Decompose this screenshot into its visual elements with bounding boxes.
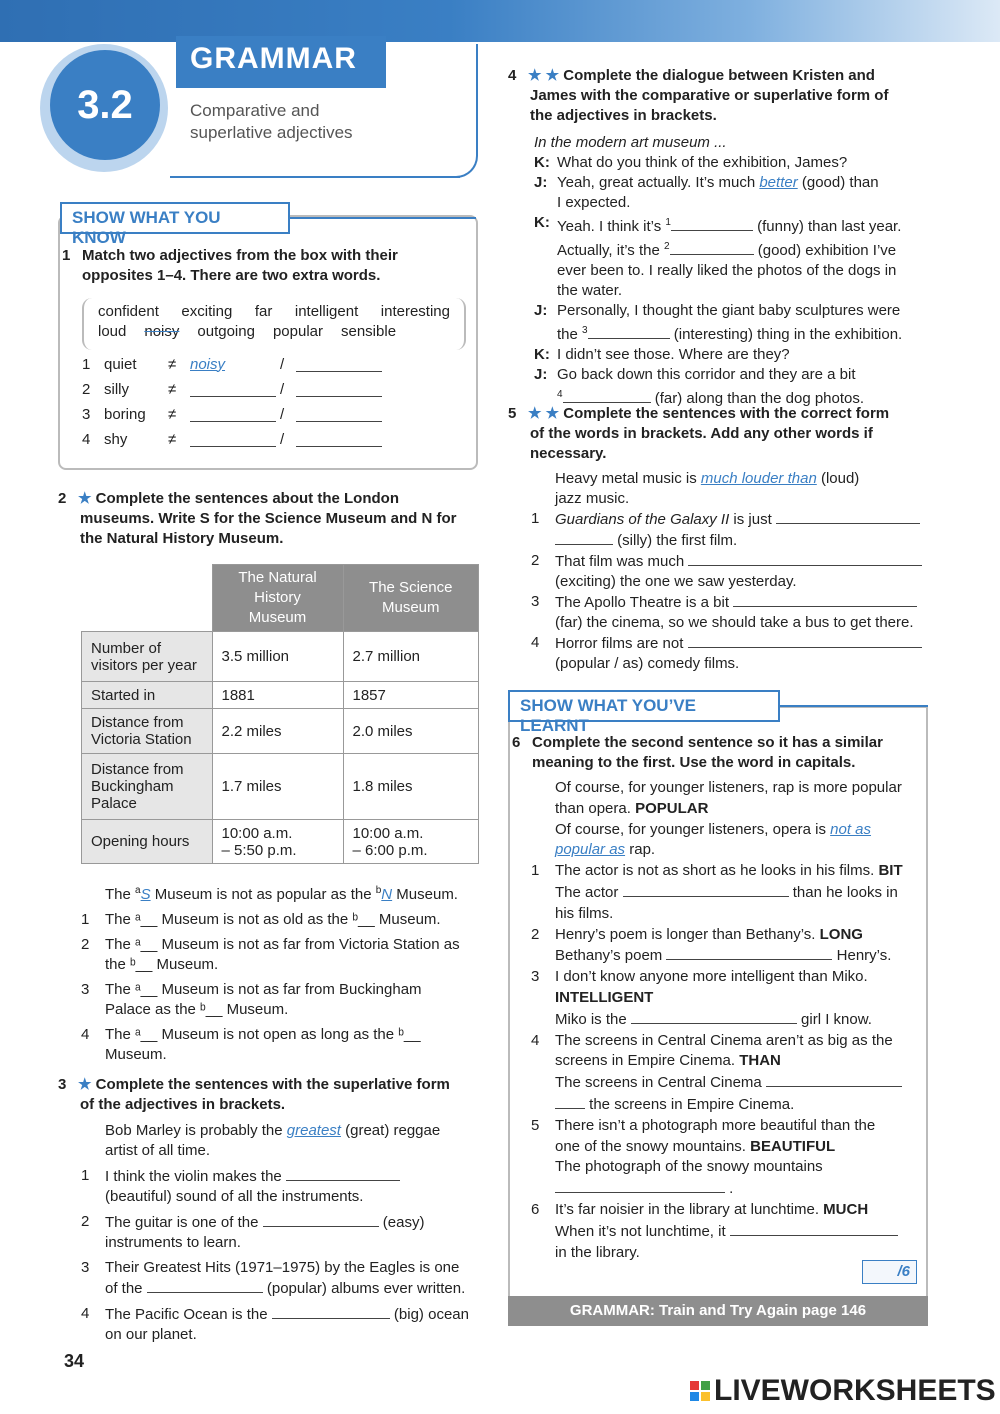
liveworksheets-icon bbox=[690, 1381, 710, 1401]
answer-field[interactable] bbox=[563, 388, 651, 403]
unit-number: 3.2 bbox=[77, 82, 133, 127]
q1-instruction bbox=[62, 246, 472, 286]
table-cell: 1857 bbox=[343, 682, 479, 709]
subtitle-line: superlative adjectives bbox=[190, 123, 353, 142]
answer-field[interactable] bbox=[296, 382, 382, 397]
item-number: 3 bbox=[82, 405, 91, 423]
answer-field[interactable] bbox=[666, 945, 832, 960]
q2-item: 1 The ᵃ__ Museum is not as old as the ᵇ__ Museum. bbox=[81, 911, 441, 928]
answer-field[interactable] bbox=[272, 1304, 390, 1319]
word-option: popular bbox=[272, 323, 323, 340]
table-cell: 2.0 miles bbox=[343, 709, 479, 754]
dialogue-line: K: What do you think of the exhibition, James? bbox=[534, 154, 848, 171]
table-row bbox=[82, 820, 479, 864]
q2-instruction bbox=[58, 489, 478, 549]
answer-field[interactable] bbox=[190, 432, 276, 447]
table-row bbox=[82, 754, 479, 820]
q6-example: Of course, for younger listeners, rap is more popular than opera. POPULAR Of course, for younger listeners, opera is not as popular as rap. bbox=[555, 779, 902, 859]
answer-field[interactable] bbox=[688, 551, 922, 566]
answer-field[interactable] bbox=[670, 240, 754, 255]
q2-sentence[interactable]: The ᵃ__ Museum is not as old as the ᵇ__ Museum. bbox=[105, 911, 441, 928]
row-label: Number of visitors per year bbox=[82, 632, 213, 682]
item-word: silly bbox=[104, 380, 129, 398]
show-what-you-know-heading: SHOW WHAT YOU KNOW bbox=[60, 202, 290, 234]
word-option: confident bbox=[98, 303, 159, 320]
q2-sentence[interactable]: The ᵃ__ Museum is not as far from Victoria Station as bbox=[105, 936, 460, 953]
q4-dialogue bbox=[534, 133, 934, 409]
q2-example: The $^a$S Museum is not as popular as the $^b$N Museum. bbox=[105, 885, 458, 903]
q2-item: 2 The ᵃ__ Museum is not as far from Victoria Station as the ᵇ__ Museum. bbox=[81, 936, 460, 973]
q3-item: 1 I think the violin makes the (beautiful) sound of all the instruments. bbox=[81, 1166, 486, 1207]
word-option: sensible bbox=[341, 323, 397, 340]
heading-rule bbox=[290, 217, 476, 219]
q2-item: 4 The ᵃ__ Museum is not open as long as the ᵇ__ Museum. bbox=[81, 1026, 421, 1063]
q2-sentence[interactable]: the ᵇ__ Museum. bbox=[105, 956, 219, 973]
q1-text: Match two adjectives from the box with their bbox=[82, 247, 398, 264]
table-cell: 3.5 million bbox=[212, 632, 343, 682]
q2-sentence[interactable]: The ᵃ__ Museum is not as far from Buckingham bbox=[105, 981, 422, 998]
answer-field[interactable]: popular as bbox=[555, 841, 626, 859]
q6-item: 1 The actor is not as short as he looks in his films. BIT The actor than he looks in his films. bbox=[531, 862, 903, 922]
q1-number: 1 bbox=[62, 247, 71, 264]
q6-item: 4 The screens in Central Cinema aren’t as big as the screens in Empire Cinema. THAN The screens in Central Cinema the screens in Empire Cinema. bbox=[531, 1031, 926, 1116]
header-divider-line bbox=[170, 176, 460, 178]
q1-item bbox=[82, 427, 402, 452]
answer-field[interactable] bbox=[190, 407, 276, 422]
q1-item bbox=[82, 352, 402, 377]
slash: / bbox=[280, 380, 285, 398]
q6-item: 5 There isn’t a photograph more beautiful than the one of the snowy mountains. BEAUTIFUL The photograph of the snowy mountains . bbox=[531, 1116, 876, 1198]
unit-badge bbox=[50, 50, 160, 160]
item-word: shy bbox=[104, 430, 128, 448]
dialogue-line: K: I didn’t see those. Where are they? bbox=[534, 346, 790, 363]
star-icon: ★ ★ bbox=[528, 67, 560, 84]
table-cell: 2.7 million bbox=[343, 632, 479, 682]
item-word: quiet bbox=[104, 355, 137, 373]
q6-items bbox=[531, 778, 926, 1263]
answer-field[interactable] bbox=[623, 882, 789, 897]
header-divider bbox=[454, 44, 478, 178]
answer-field[interactable] bbox=[263, 1212, 379, 1227]
show-what-youve-learnt-heading: SHOW WHAT YOU’VE LEARNT bbox=[508, 690, 780, 722]
table-row bbox=[82, 632, 479, 682]
q2-sentence[interactable]: Museum. bbox=[105, 1046, 167, 1063]
item-number: 1 bbox=[82, 355, 91, 373]
q3-item: 4 The Pacific Ocean is the (big) ocean on our planet. bbox=[81, 1305, 469, 1343]
q5-items bbox=[531, 469, 931, 674]
answer-field[interactable]: better bbox=[759, 174, 798, 191]
q1-items bbox=[82, 352, 402, 452]
dialogue-line: J: Yeah, great actually. It’s much better (good) than I expected. bbox=[534, 174, 879, 211]
heading-rule bbox=[780, 705, 928, 707]
q3-item: 2 The guitar is one of the (easy) instruments to learn. bbox=[81, 1213, 425, 1251]
word-box bbox=[82, 298, 466, 350]
answer-field[interactable]: greatest bbox=[286, 1122, 341, 1139]
q6-item: 3 I don’t know anyone more intelligent than Miko. INTELLIGENT Miko is the girl I know. bbox=[531, 968, 872, 1028]
answer-field[interactable] bbox=[555, 1178, 725, 1193]
table-cell: 10:00 a.m. – 5:50 p.m. bbox=[212, 820, 343, 864]
answer-field[interactable] bbox=[555, 1094, 585, 1109]
q6-item: 2 Henry’s poem is longer than Bethany’s. LONG Bethany’s poem Henry’s. bbox=[531, 925, 892, 965]
liveworksheets-logo bbox=[690, 1374, 996, 1408]
row-label: Started in bbox=[82, 682, 213, 709]
subtitle-line: Comparative and bbox=[190, 101, 320, 120]
q5-instruction: 5 ★ ★ Complete the sentences with the correct form of the words in brackets. Add any other words if necessary. bbox=[508, 405, 890, 462]
answer-field[interactable] bbox=[776, 509, 920, 524]
row-label: Distance from Victoria Station bbox=[82, 709, 213, 754]
q1-text: opposites 1–4. There are two extra words. bbox=[82, 267, 381, 284]
word-option: interesting bbox=[380, 303, 450, 320]
answer-field[interactable] bbox=[688, 633, 922, 648]
word-option: exciting bbox=[181, 303, 233, 320]
answer-field[interactable]: S bbox=[140, 886, 151, 903]
slash: / bbox=[280, 405, 285, 423]
item-number: 4 bbox=[82, 430, 91, 448]
train-and-try-again-footer: GRAMMAR: Train and Try Again page 146 bbox=[508, 1296, 928, 1326]
answer-field[interactable] bbox=[296, 432, 382, 447]
brand-name: LIVEWORKSHEETS bbox=[714, 1374, 996, 1407]
not-equal-symbol: ≠ bbox=[168, 430, 177, 448]
q2-number: 2 bbox=[58, 490, 67, 507]
word-option: far bbox=[254, 303, 273, 320]
word-option-used: noisy bbox=[144, 323, 180, 340]
star-icon: ★ bbox=[78, 1076, 92, 1093]
q5-item: 2 That film was much (exciting) the one we saw yesterday. bbox=[531, 551, 931, 592]
answer-field[interactable]: much louder than bbox=[700, 470, 817, 487]
answer-field[interactable] bbox=[588, 324, 670, 339]
col-header-science: The Science Museum bbox=[343, 565, 479, 632]
q5-item: 3 The Apollo Theatre is a bit (far) the cinema, so we should take a bus to get there. bbox=[531, 592, 931, 633]
col-header-natural-history: The Natural History Museum bbox=[212, 565, 343, 632]
star-icon: ★ ★ bbox=[528, 405, 560, 422]
q6-item: 6 It’s far noisier in the library at lunchtime. MUCH When it’s not lunchtime, it in the library. bbox=[531, 1200, 926, 1263]
not-equal-symbol: ≠ bbox=[168, 380, 177, 398]
dialogue-line: J: Go back down this corridor and they are a bit $^4$ (far) along than the dog photos. bbox=[534, 366, 865, 407]
q2-sentence[interactable]: The ᵃ__ Museum is not open as long as the ᵇ__ bbox=[105, 1026, 421, 1043]
table-cell: 1.7 miles bbox=[212, 754, 343, 820]
q2-text: the Natural History Museum. bbox=[80, 530, 284, 547]
section-title: GRAMMAR bbox=[176, 36, 386, 88]
dialogue-setting: In the modern art museum ... bbox=[534, 134, 727, 151]
dialogue-line: K: Yeah. I think it’s $^1$ (funny) than last year. Actually, it’s the $^2$ (good) exhibition I’ve ever been to. I really liked the photos of the dogs in the water. bbox=[534, 214, 902, 299]
answer-field[interactable]: noisy bbox=[190, 355, 226, 373]
q3-items bbox=[81, 1121, 486, 1345]
table-row bbox=[82, 709, 479, 754]
score-box: /6 bbox=[862, 1260, 917, 1284]
not-equal-symbol: ≠ bbox=[168, 405, 177, 423]
word-option: outgoing bbox=[197, 323, 255, 340]
star-icon: ★ bbox=[78, 490, 92, 507]
q3-item: 3 Their Greatest Hits (1971–1975) by the Eagles is one of the (popular) albums ever written. bbox=[81, 1259, 466, 1297]
answer-field[interactable] bbox=[555, 530, 613, 545]
word-option: intelligent bbox=[294, 303, 359, 320]
q2-text: museums. Write S for the Science Museum and N for bbox=[80, 510, 457, 527]
answer-field[interactable] bbox=[296, 357, 382, 372]
q1-item bbox=[82, 402, 402, 427]
q5-example: Heavy metal music is much louder than (loud) jazz music. bbox=[555, 470, 860, 507]
table-cell: 1881 bbox=[212, 682, 343, 709]
answer-field[interactable] bbox=[671, 216, 753, 231]
page-number: 34 bbox=[64, 1351, 85, 1371]
item-word: boring bbox=[104, 405, 146, 423]
section-subtitle bbox=[190, 100, 390, 144]
answer-field[interactable] bbox=[286, 1166, 400, 1181]
q3-instruction: 3 ★ Complete the sentences with the superlative form of the adjectives in brackets. bbox=[58, 1076, 450, 1113]
museum-table bbox=[81, 564, 479, 864]
answer-field[interactable] bbox=[730, 1221, 898, 1236]
answer-field[interactable] bbox=[766, 1072, 902, 1087]
answer-field[interactable] bbox=[733, 592, 917, 607]
q2-items bbox=[81, 881, 481, 1065]
q5-item: 4 Horror films are not (popular / as) comedy films. bbox=[531, 633, 931, 674]
row-label: Opening hours bbox=[82, 820, 213, 864]
item-number: 2 bbox=[82, 380, 91, 398]
slash: / bbox=[280, 430, 285, 448]
table-cell: 1.8 miles bbox=[343, 754, 479, 820]
q1-item bbox=[82, 377, 402, 402]
slash: / bbox=[280, 355, 285, 373]
answer-field[interactable] bbox=[147, 1278, 263, 1293]
answer-field[interactable]: not as bbox=[830, 820, 872, 838]
not-equal-symbol: ≠ bbox=[168, 355, 177, 373]
table-cell: 2.2 miles bbox=[212, 709, 343, 754]
q2-text: Complete the sentences about the London bbox=[95, 490, 399, 507]
table-corner bbox=[82, 565, 213, 632]
answer-field[interactable] bbox=[190, 382, 276, 397]
q3-example: Bob Marley is probably the greatest (great) reggae artist of all time. bbox=[105, 1122, 441, 1159]
q5-item: 1 Guardians of the Galaxy II is just (silly) the first film. bbox=[531, 509, 931, 551]
table-row bbox=[82, 682, 479, 709]
dialogue-line: J: Personally, I thought the giant baby sculptures were the $^3$ (interesting) thing in the exhibition. bbox=[534, 302, 903, 343]
answer-field[interactable]: N bbox=[381, 886, 393, 903]
answer-field[interactable] bbox=[296, 407, 382, 422]
q6-instruction: 6 Complete the second sentence so it has a similar meaning to the first. Use the word in capitals. bbox=[512, 734, 883, 771]
q2-item: 3 The ᵃ__ Museum is not as far from Buckingham Palace as the ᵇ__ Museum. bbox=[81, 981, 422, 1018]
top-banner bbox=[0, 0, 1000, 42]
row-label: Distance from Buckingham Palace bbox=[82, 754, 213, 820]
table-cell: 10:00 a.m. – 6:00 p.m. bbox=[343, 820, 479, 864]
word-option: loud bbox=[98, 323, 127, 340]
q2-sentence[interactable]: Palace as the ᵇ__ Museum. bbox=[105, 1001, 289, 1018]
answer-field[interactable] bbox=[631, 1009, 797, 1024]
q4-instruction: 4 ★ ★ Complete the dialogue between Kristen and James with the comparative or superlative form of the adjectives in brackets. bbox=[508, 67, 889, 124]
